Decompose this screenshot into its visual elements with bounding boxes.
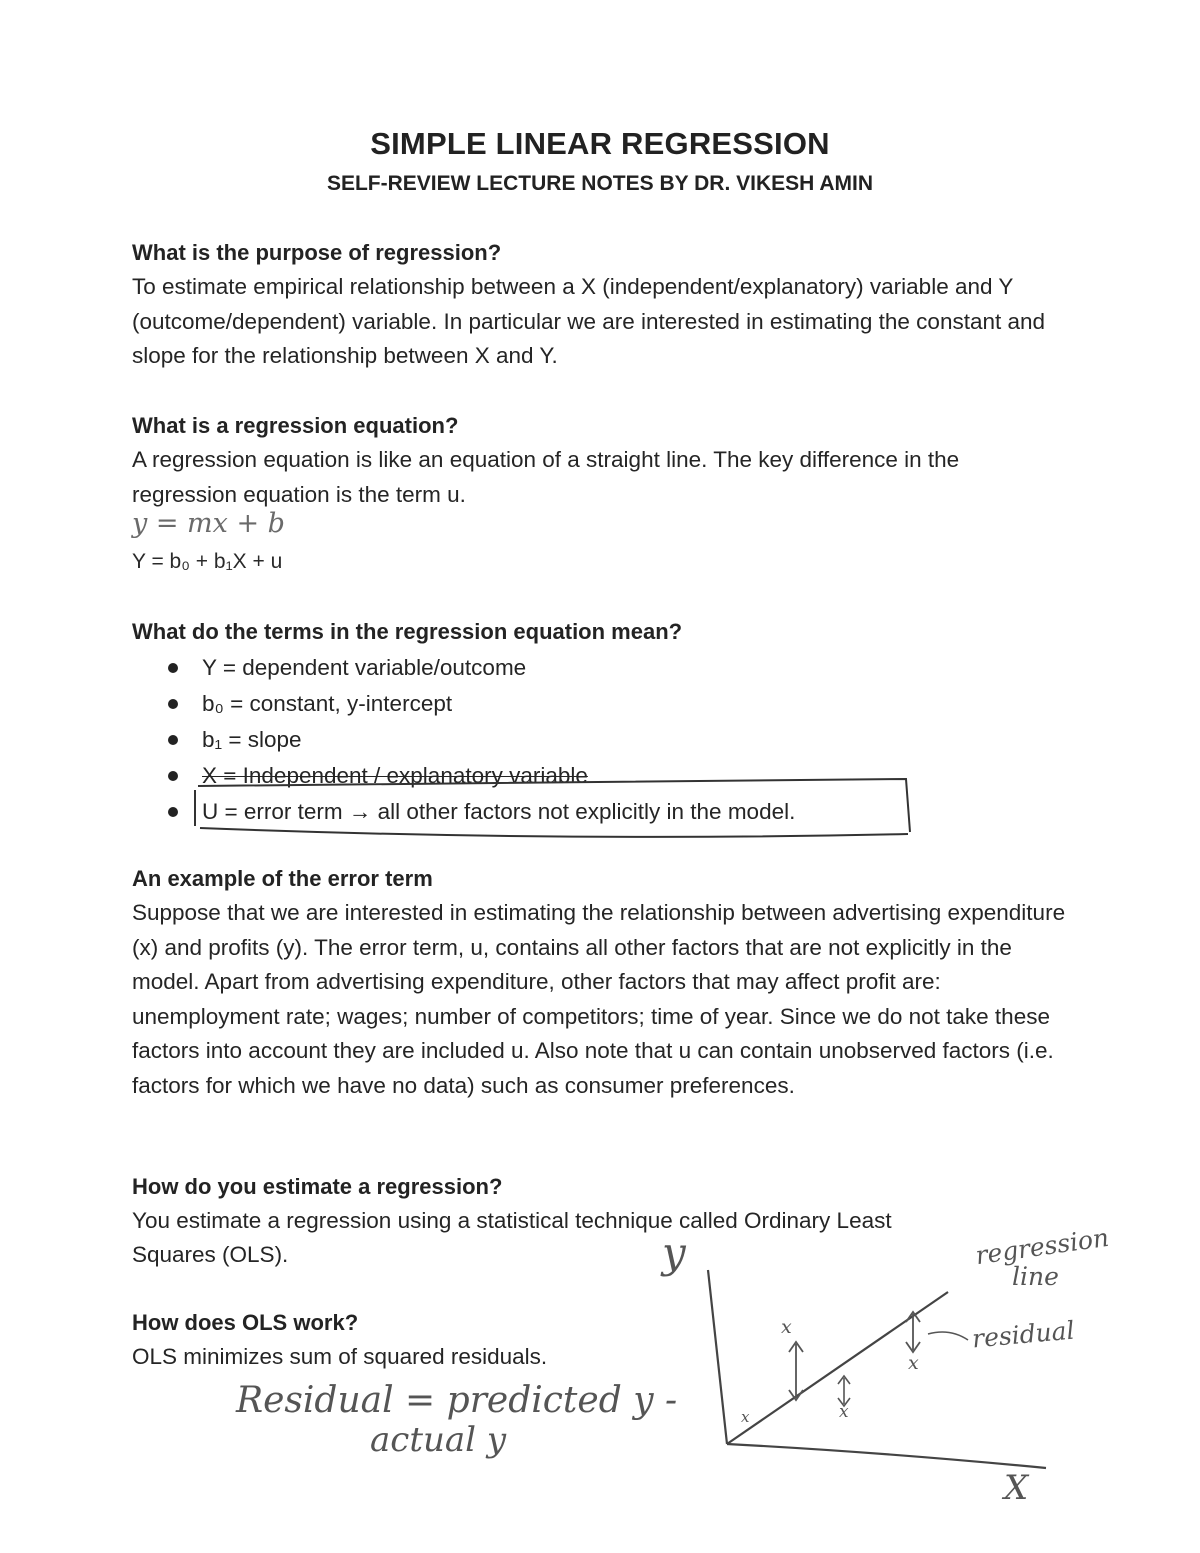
graph-x-axis [727, 1444, 1046, 1468]
data-point-marker: x [908, 1352, 919, 1374]
residual-label: residual [970, 1315, 1076, 1354]
residual-arrow [838, 1376, 850, 1406]
regression-line-label: regression [973, 1222, 1111, 1271]
list-item: Y = dependent variable/outcome [168, 650, 795, 686]
list-item: b₀ = constant, y-intercept [168, 686, 795, 722]
equation-body: A regression equation is like an equation of a straight line. The key difference in the regression equation is the term u. [132, 447, 960, 507]
handwritten-residual-definition-cont: actual y [370, 1420, 507, 1460]
ols-heading: How does OLS work? [132, 1310, 359, 1335]
residual-label-leader [928, 1332, 968, 1340]
purpose-body: To estimate empirical relationship between a X (independent/explanatory) variable and Y (outcome/dependent) variable. In particular we are interested in estimating the constant and slope for the relationship between X and Y. [132, 274, 1046, 368]
handwritten-residual-definition: Residual = predicted y - [236, 1380, 678, 1421]
graph-y-axis-label: y [662, 1228, 686, 1277]
ols-body: OLS minimizes sum of squared residuals. [132, 1344, 548, 1369]
residual-arrow [906, 1312, 920, 1352]
document-title: SIMPLE LINEAR REGRESSION [370, 126, 830, 161]
handwritten-line-equation: y = mx + b [132, 508, 285, 539]
estimate-line-2: Squares (OLS). [132, 1242, 289, 1267]
graph-x-axis-label: X [1004, 1468, 1029, 1508]
list-item: U = error term → all other factors not explicitly in the model. [168, 794, 795, 830]
error-term-box [195, 779, 910, 837]
terms-heading: What do the terms in the regression equation mean? [132, 619, 683, 644]
purpose-heading: What is the purpose of regression? [132, 240, 502, 265]
estimate-heading: How do you estimate a regression? [132, 1174, 503, 1199]
data-point-marker: x [741, 1408, 750, 1426]
document-subtitle: SELF-REVIEW LECTURE NOTES BY DR. VIKESH AMIN [326, 172, 874, 195]
graph-y-axis [708, 1270, 727, 1444]
data-point-marker: x [839, 1402, 849, 1422]
estimate-line-1: You estimate a regression using a statistical technique called Ordinary Least [132, 1208, 892, 1233]
list-item: X = Independent / explanatory variable [168, 758, 795, 794]
residual-arrow [789, 1342, 803, 1400]
error-example-heading: An example of the error term [132, 866, 433, 891]
regression-line-label-cont: line [1012, 1262, 1059, 1291]
list-item: b₁ = slope [168, 722, 795, 758]
error-example-body: Suppose that we are interested in estimating the relationship between advertising expenditure (x) and profits (y). The error term, u, contains all other factors that are not explicitly in the model. Apart from advertising expenditure, other factors that may affect profit are: unemployment rate; wages; number of competitors; time of year. Since we do not take these factors into account they are included u. Also note that u can contain unobserved factors (i.e. factors for which we have no data) such as consumer preferences. [132, 900, 1066, 1098]
data-point-marker: x [781, 1316, 792, 1338]
regression-formula: Y = b₀ + b₁X + u [132, 550, 283, 573]
equation-heading: What is a regression equation? [132, 413, 459, 438]
